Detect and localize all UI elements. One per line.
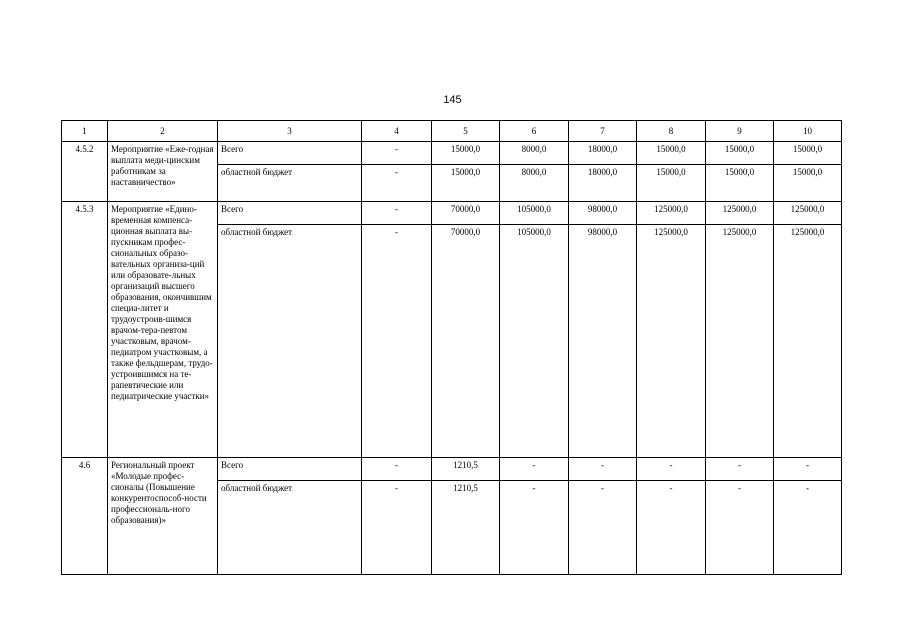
column-header: 9 (706, 121, 774, 142)
table-cell: 125000,0 (706, 225, 774, 458)
table-cell: 15000,0 (774, 165, 842, 202)
table-cell: - (362, 481, 432, 575)
funding-source: областной бюджет (218, 165, 362, 202)
table-cell: 70000,0 (432, 225, 500, 458)
column-header: 1 (62, 121, 108, 142)
row-name: Мероприятие «Едино-временная компенса-ционная выплата вы-пускникам профес-сиональных образо-вательных организа-ций или образовате-льных организаций высшего образования, окончившим специа-литет и трудоустроив-шимся врачом-тера-певтом участковым, врачом-педиатром участковым, а также фельдшерам, трудо-устроившимся на те-рапевтические или педиатрические участки» (108, 202, 218, 458)
table-cell: 18000,0 (569, 142, 637, 165)
table-cell: - (362, 225, 432, 458)
table-cell: 70000,0 (432, 202, 500, 225)
column-header: 10 (774, 121, 842, 142)
page-number: 145 (443, 94, 462, 106)
table-row (62, 202, 842, 225)
table-header-row (62, 121, 842, 142)
row-code: 4.6 (62, 458, 108, 575)
table-row (62, 458, 842, 481)
table-cell: - (500, 481, 569, 575)
table-cell: - (362, 165, 432, 202)
funding-source: Всего (218, 142, 362, 165)
table-cell: 15000,0 (637, 165, 706, 202)
table-cell: - (500, 458, 569, 481)
table-cell: - (706, 458, 774, 481)
column-header: 6 (500, 121, 569, 142)
funding-source: областной бюджет (218, 481, 362, 575)
table-cell: - (362, 202, 432, 225)
funding-source: Всего (218, 202, 362, 225)
table-cell: - (637, 458, 706, 481)
table-cell: - (362, 142, 432, 165)
column-header: 2 (108, 121, 218, 142)
table-cell: - (774, 458, 842, 481)
table-cell: 105000,0 (500, 225, 569, 458)
table-cell: 15000,0 (432, 142, 500, 165)
table-cell: 8000,0 (500, 142, 569, 165)
table-row (62, 142, 842, 165)
table-cell: 1210,5 (432, 458, 500, 481)
table-cell: - (362, 458, 432, 481)
table-cell: 98000,0 (569, 202, 637, 225)
column-header: 8 (637, 121, 706, 142)
table-cell: 1210,5 (432, 481, 500, 575)
row-code: 4.5.3 (62, 202, 108, 458)
table-cell: 125000,0 (706, 202, 774, 225)
row-name: Мероприятие «Еже-годная выплата меди-цинским работникам за наставничество» (108, 142, 218, 202)
table-cell: - (774, 481, 842, 575)
budget-table (61, 120, 842, 575)
table-cell: 15000,0 (706, 165, 774, 202)
table-cell: 105000,0 (500, 202, 569, 225)
table-cell: 125000,0 (637, 225, 706, 458)
table-cell: 15000,0 (637, 142, 706, 165)
table-cell: 15000,0 (774, 142, 842, 165)
row-code: 4.5.2 (62, 142, 108, 202)
column-header: 3 (218, 121, 362, 142)
column-header: 4 (362, 121, 432, 142)
funding-source: областной бюджет (218, 225, 362, 458)
table-cell: 125000,0 (637, 202, 706, 225)
table-cell: 18000,0 (569, 165, 637, 202)
table-cell: - (569, 481, 637, 575)
table-cell: - (706, 481, 774, 575)
table-cell: - (637, 481, 706, 575)
column-header: 5 (432, 121, 500, 142)
funding-source: Всего (218, 458, 362, 481)
table-cell: 15000,0 (706, 142, 774, 165)
table-cell: 8000,0 (500, 165, 569, 202)
table-cell: 98000,0 (569, 225, 637, 458)
table-cell: - (569, 458, 637, 481)
table-cell: 125000,0 (774, 202, 842, 225)
row-name: Региональный проект «Молодые профес-сионалы (Повышение конкурентоспособ-ности профессиональ-ного образования)» (108, 458, 218, 575)
table-cell: 15000,0 (432, 165, 500, 202)
column-header: 7 (569, 121, 637, 142)
table-cell: 125000,0 (774, 225, 842, 458)
